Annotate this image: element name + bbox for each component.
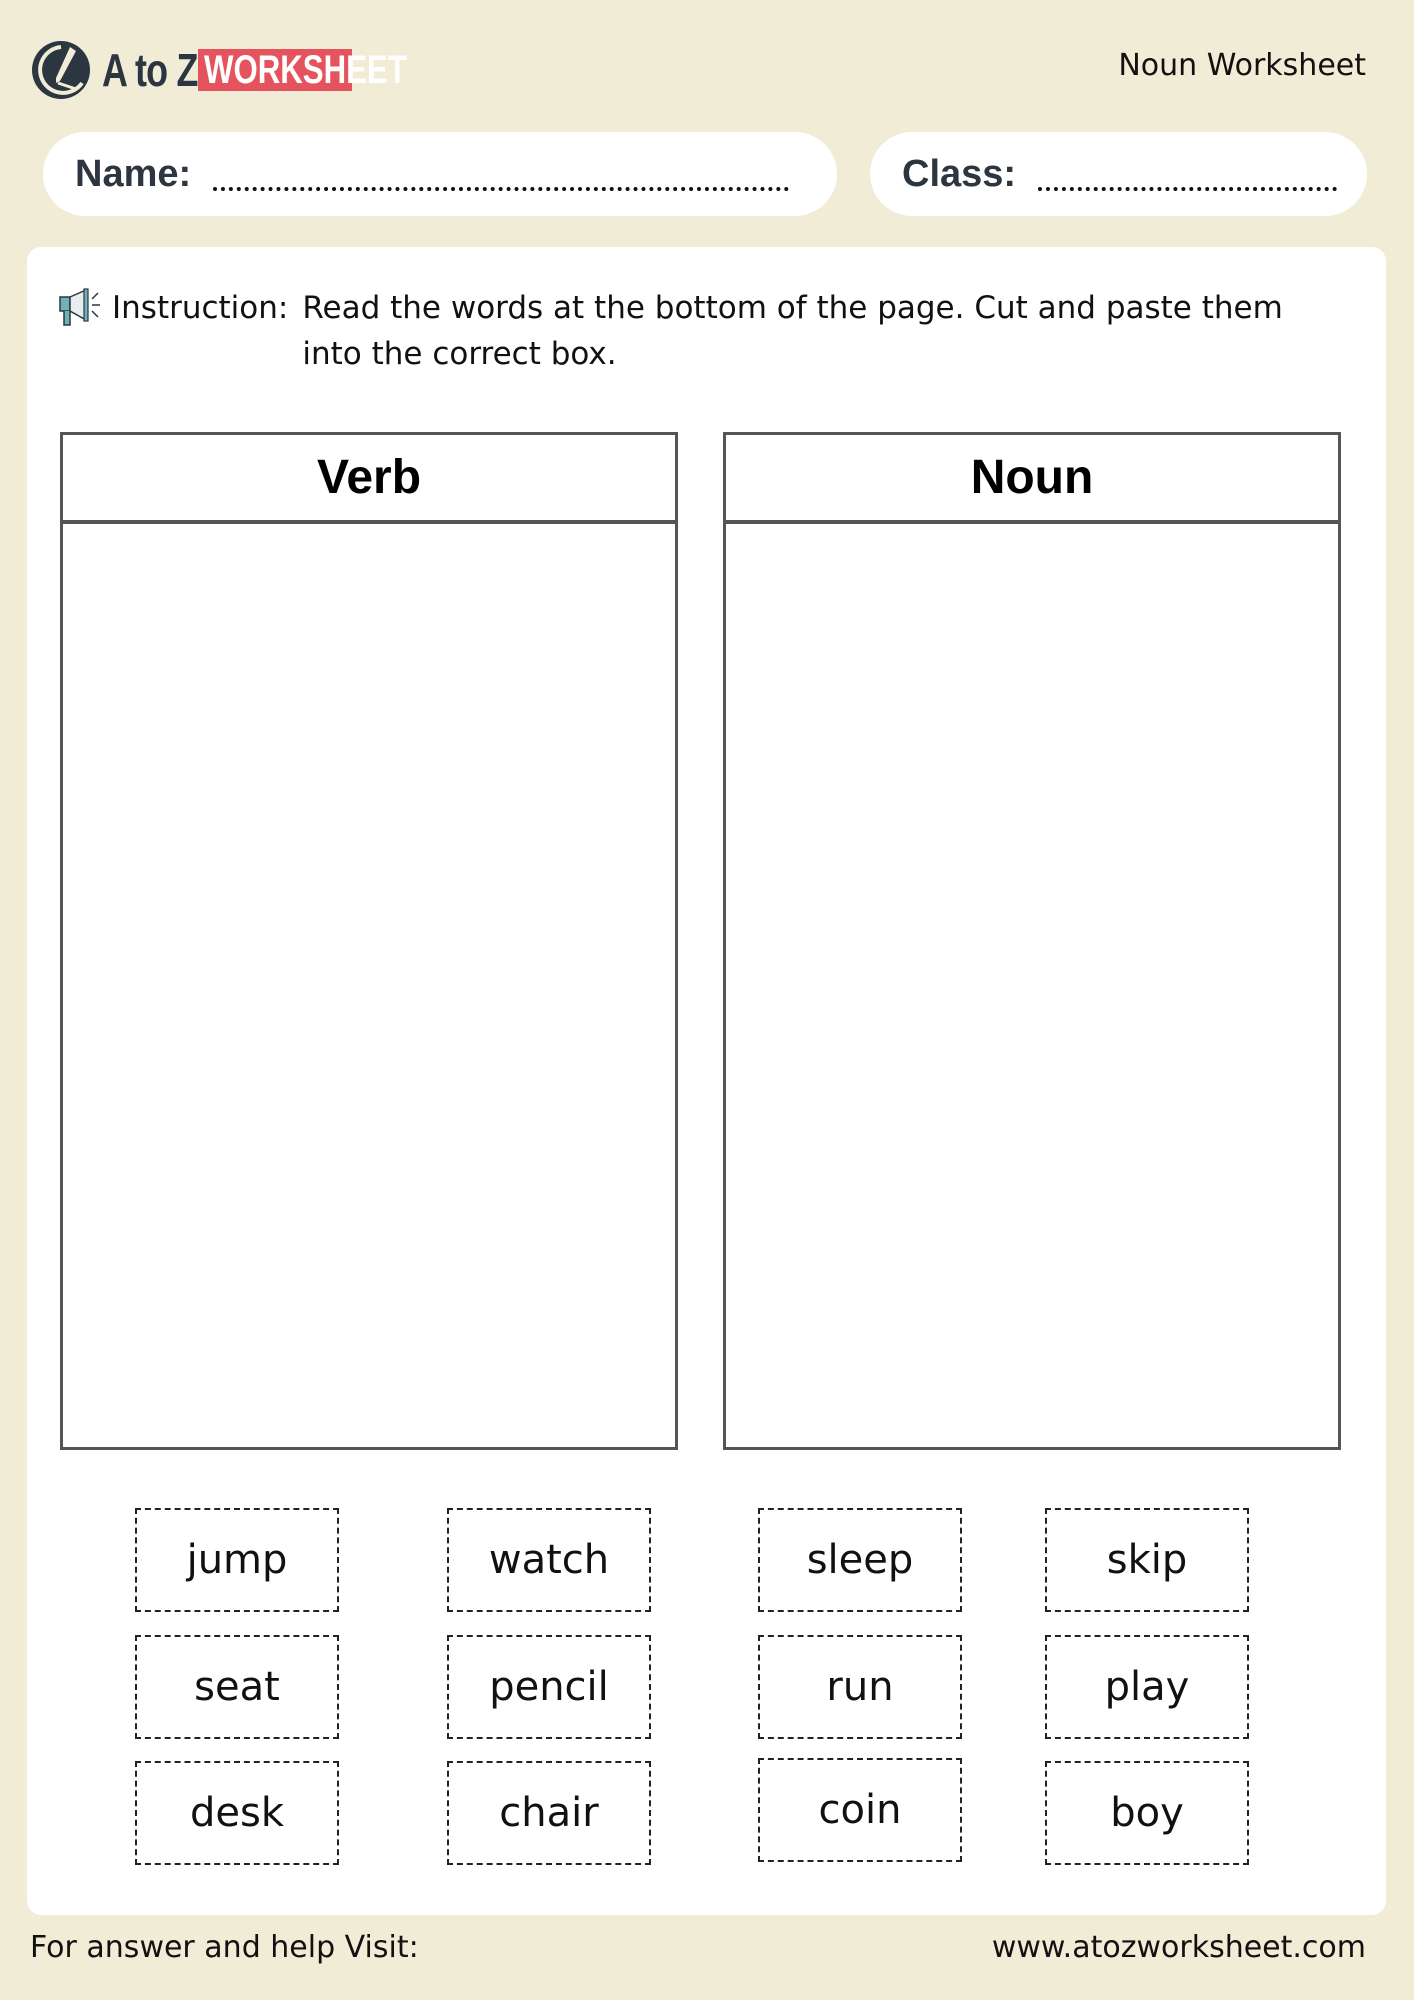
footer-help-text: For answer and help Visit: [30, 1930, 419, 1965]
verb-box[interactable] [60, 432, 678, 1450]
word-card-sleep[interactable]: sleep [758, 1508, 962, 1612]
name-write-line[interactable] [213, 157, 789, 191]
word-card-seat[interactable]: seat [135, 1635, 339, 1739]
brand-logo [30, 38, 407, 102]
word-card-pencil[interactable]: pencil [447, 1635, 651, 1739]
word-card-run[interactable]: run [758, 1635, 962, 1739]
class-label: Class: [902, 152, 1017, 195]
word-card-jump[interactable]: jump [135, 1508, 339, 1612]
word-card-chair[interactable]: chair [447, 1761, 651, 1865]
brand-badge-text: WORKSHEET [204, 48, 407, 92]
megaphone-icon [56, 287, 102, 329]
word-card-watch[interactable]: watch [447, 1508, 651, 1612]
word-card-coin[interactable]: coin [758, 1758, 962, 1862]
instruction-label: Instruction: [112, 290, 289, 326]
verb-drop-area[interactable] [63, 524, 675, 1447]
noun-box[interactable] [723, 432, 1341, 1450]
brand-name: A to Z [102, 44, 198, 96]
worksheet-title: Noun Worksheet [1118, 48, 1366, 83]
class-write-line[interactable] [1038, 157, 1337, 191]
verb-box-title: Verb [63, 435, 675, 524]
footer-url-link[interactable]: www.atozworksheet.com [991, 1930, 1366, 1965]
pen-nib-circle-icon [30, 39, 92, 101]
word-card-skip[interactable]: skip [1045, 1508, 1249, 1612]
name-field[interactable] [43, 132, 837, 216]
name-label: Name: [75, 152, 192, 195]
class-field[interactable] [870, 132, 1367, 216]
noun-drop-area[interactable] [726, 524, 1338, 1447]
instruction [56, 285, 1302, 377]
instruction-text: Read the words at the bottom of the page. Cut and paste them into the correct box. [302, 290, 1283, 372]
word-card-play[interactable]: play [1045, 1635, 1249, 1739]
word-card-boy[interactable]: boy [1045, 1761, 1249, 1865]
brand-badge [198, 48, 407, 92]
noun-box-title: Noun [726, 435, 1338, 524]
word-card-desk[interactable]: desk [135, 1761, 339, 1865]
